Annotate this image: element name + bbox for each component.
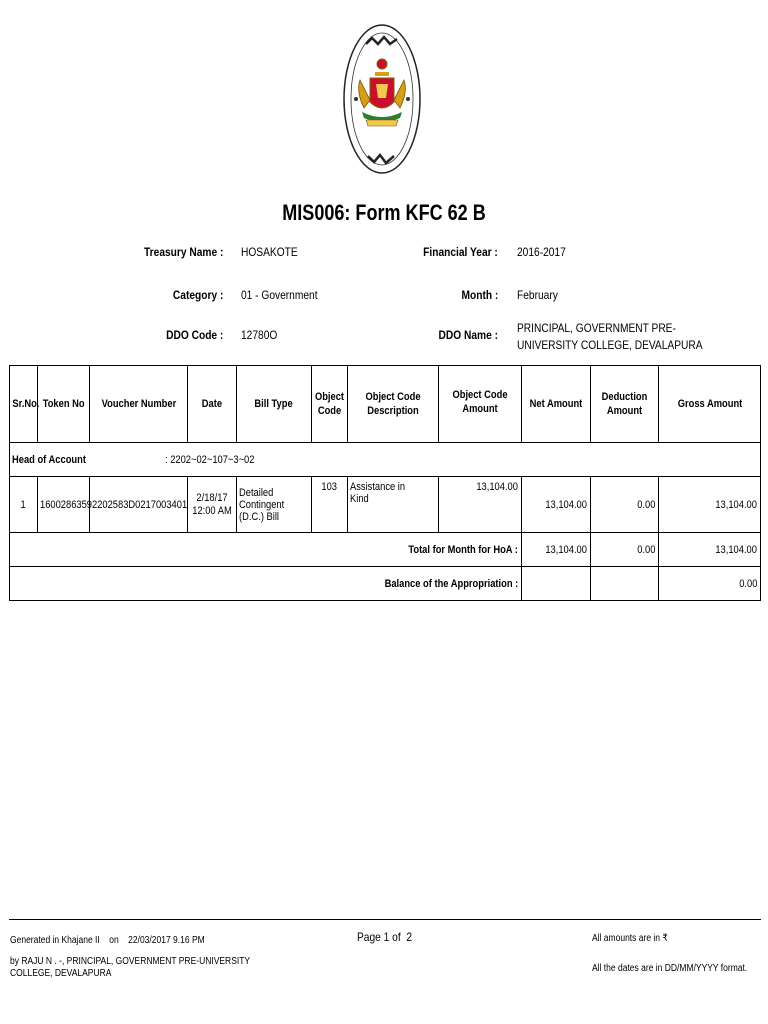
dates-note: All the dates are in DD/MM/YYYY format. (592, 963, 748, 974)
category-value: 01 - Government (241, 288, 318, 302)
cell-object-amount: 13,104.00 (439, 477, 522, 533)
karnataka-emblem-seal (342, 22, 422, 177)
total-label: Total for Month for HoA : (10, 533, 522, 567)
col-net-amount: Net Amount (522, 366, 591, 443)
cell-object-desc: Assistance in Kind (348, 477, 439, 533)
total-net: 13,104.00 (522, 533, 591, 567)
form-title: MIS006: Form KFC 62 B (282, 200, 486, 225)
financial-year-value: 2016-2017 (517, 245, 566, 259)
balance-row (10, 567, 761, 601)
hoa-label: Head of Account (12, 453, 86, 466)
cell-gross: 13,104.00 (659, 477, 761, 533)
ddo-code-value: 12780O (241, 328, 278, 342)
transactions-table (9, 365, 761, 601)
total-gross: 13,104.00 (659, 533, 761, 567)
financial-year-label: Financial Year : (423, 245, 498, 259)
treasury-name-label: Treasury Name : (143, 245, 223, 259)
treasury-name-value: HOSAKOTE (241, 245, 298, 259)
ddo-code-label: DDO Code : (165, 328, 223, 342)
col-gross-amount: Gross Amount (659, 366, 761, 443)
col-object-code-description: Object Code Description (348, 366, 439, 443)
balance-value: 0.00 (659, 567, 761, 601)
table-row (10, 477, 761, 533)
footer-generated: Generated in Khajane II on 22/03/2017 9.16 PM (10, 935, 205, 946)
cell-deduction: 0.00 (591, 477, 659, 533)
col-object-code: Object Code (312, 366, 348, 443)
ddo-name-value: PRINCIPAL, GOVERNMENT PRE-UNIVERSITY COLLEGE, DEVALAPURA (517, 321, 703, 352)
category-label: Category : (172, 288, 223, 302)
hoa-value: : 2202~02~107~3~02 (165, 453, 255, 466)
col-bill-type: Bill Type (237, 366, 312, 443)
footer-generated-by: by RAJU N . -, PRINCIPAL, GOVERNMENT PRE-UNIVERSITY COLLEGE, DEVALAPURA (10, 956, 250, 979)
col-deduction-amount: Deduction Amount (591, 366, 659, 443)
amounts-note: All amounts are in ₹ (592, 933, 668, 944)
month-label: Month : (461, 288, 498, 302)
cell-sr: 1 (10, 477, 38, 533)
total-row (10, 533, 761, 567)
col-sr-no: Sr.No. (10, 366, 38, 443)
balance-label: Balance of the Appropriation : (10, 567, 522, 601)
head-of-account-row (10, 443, 761, 477)
col-voucher-number: Voucher Number (90, 366, 188, 443)
balance-empty-2 (591, 567, 659, 601)
cell-voucher: 2202583D0217003401 (90, 477, 188, 533)
cell-token: 1600286359 (38, 477, 90, 533)
total-deduction: 0.00 (591, 533, 659, 567)
cell-bill-type: Detailed Contingent (D.C.) Bill (237, 477, 312, 533)
month-value: February (517, 288, 558, 302)
cell-net: 13,104.00 (522, 477, 591, 533)
balance-empty-1 (522, 567, 591, 601)
page-indicator: Page 1 of 2 (357, 930, 413, 944)
cell-date: 2/18/17 12:00 AM (188, 477, 237, 533)
table-header-row (10, 366, 761, 443)
ddo-name-label: DDO Name : (438, 328, 498, 342)
col-token-no: Token No (38, 366, 90, 443)
col-object-code-amount: Object Code Amount (439, 366, 522, 443)
col-date: Date (188, 366, 237, 443)
cell-object-code: 103 (312, 477, 348, 533)
footer-divider (9, 919, 761, 920)
